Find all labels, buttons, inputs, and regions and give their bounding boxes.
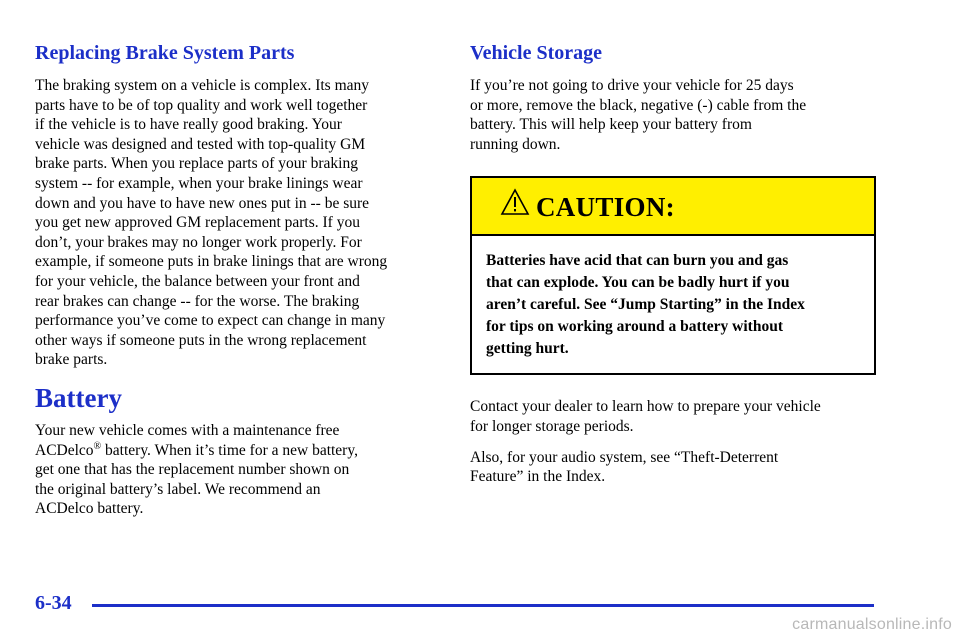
text-line: rear brakes can change -- for the worse. The braking [35, 292, 360, 310]
text-line: Also, for your audio system, see “Theft-Deterrent [470, 448, 779, 466]
text-line: that can explode. You can be badly hurt if you [486, 274, 790, 292]
text-line: if the vehicle is to have really good braking. Your [35, 116, 342, 134]
text-line: the original battery’s label. We recommend an [35, 480, 321, 498]
left-column [35, 38, 440, 530]
text-line: parts have to be of top quality and work well together [35, 96, 368, 114]
text-line: brake parts. When you replace parts of your braking [35, 155, 358, 173]
battery-paragraph [35, 421, 440, 519]
audio-paragraph [470, 448, 880, 487]
vehicle-storage-paragraph [470, 76, 880, 154]
warning-triangle-icon [500, 188, 530, 216]
watermark: carmanualsonline.info [792, 616, 952, 633]
text-line: you get new approved GM replacement parts. If you [35, 214, 360, 232]
text-line: brake parts. [35, 351, 108, 369]
text-line: vehicle was designed and tested with top-quality GM [35, 135, 366, 153]
text-line: don’t, your brakes may no longer work properly. For [35, 233, 362, 251]
right-column [470, 38, 880, 498]
caution-text [472, 236, 874, 373]
text-line: aren’t careful. See “Jump Starting” in the Index [486, 295, 805, 313]
text-line: Batteries have acid that can burn you and gas [486, 252, 789, 270]
caution-box [470, 176, 876, 375]
registered-mark: ® [93, 440, 102, 452]
text-line: performance you’ve come to expect can change in many [35, 312, 386, 330]
footer-rule [92, 604, 874, 607]
brand-name: ACDelco [35, 441, 94, 459]
text-line: or more, remove the black, negative (-) cable from the [470, 96, 807, 114]
text-line [35, 441, 440, 461]
text-line: for longer storage periods. [470, 417, 634, 435]
vehicle-storage-heading: Vehicle Storage [470, 42, 603, 64]
text-line: system -- for example, when your brake linings wear [35, 174, 363, 192]
text-line: Your new vehicle comes with a maintenance free [35, 421, 340, 439]
text-line: getting hurt. [486, 339, 569, 357]
page-number: 6-34 [35, 592, 72, 614]
text-line: example, if someone puts in brake linings that are wrong [35, 253, 388, 271]
brake-parts-paragraph [35, 76, 440, 370]
text-line: other ways if someone puts in the wrong replacement [35, 331, 367, 349]
text-fragment: battery. When it’s time for a new battery, [101, 441, 358, 459]
text-line: Feature” in the Index. [470, 468, 606, 486]
brake-parts-heading: Replacing Brake System Parts [35, 42, 295, 64]
caution-header [472, 178, 874, 236]
text-line: for tips on working around a battery without [486, 317, 783, 335]
dealer-paragraph [470, 397, 880, 436]
text-line: The braking system on a vehicle is complex. Its many [35, 77, 370, 94]
text-line: Contact your dealer to learn how to prepare your vehicle [470, 398, 821, 416]
text-line: for your vehicle, the balance between your front and [35, 272, 360, 290]
battery-heading: Battery [35, 382, 122, 413]
text-line: ACDelco battery. [35, 500, 144, 518]
text-line: down and you have to have new ones put in -- be sure [35, 194, 370, 212]
text-line: If you’re not going to drive your vehicle for 25 days [470, 77, 794, 94]
text-line: running down. [470, 135, 561, 153]
text-line: battery. This will help keep your battery from [470, 116, 752, 134]
caution-title: CAUTION: [536, 192, 675, 223]
text-line: get one that has the replacement number shown on [35, 461, 350, 479]
